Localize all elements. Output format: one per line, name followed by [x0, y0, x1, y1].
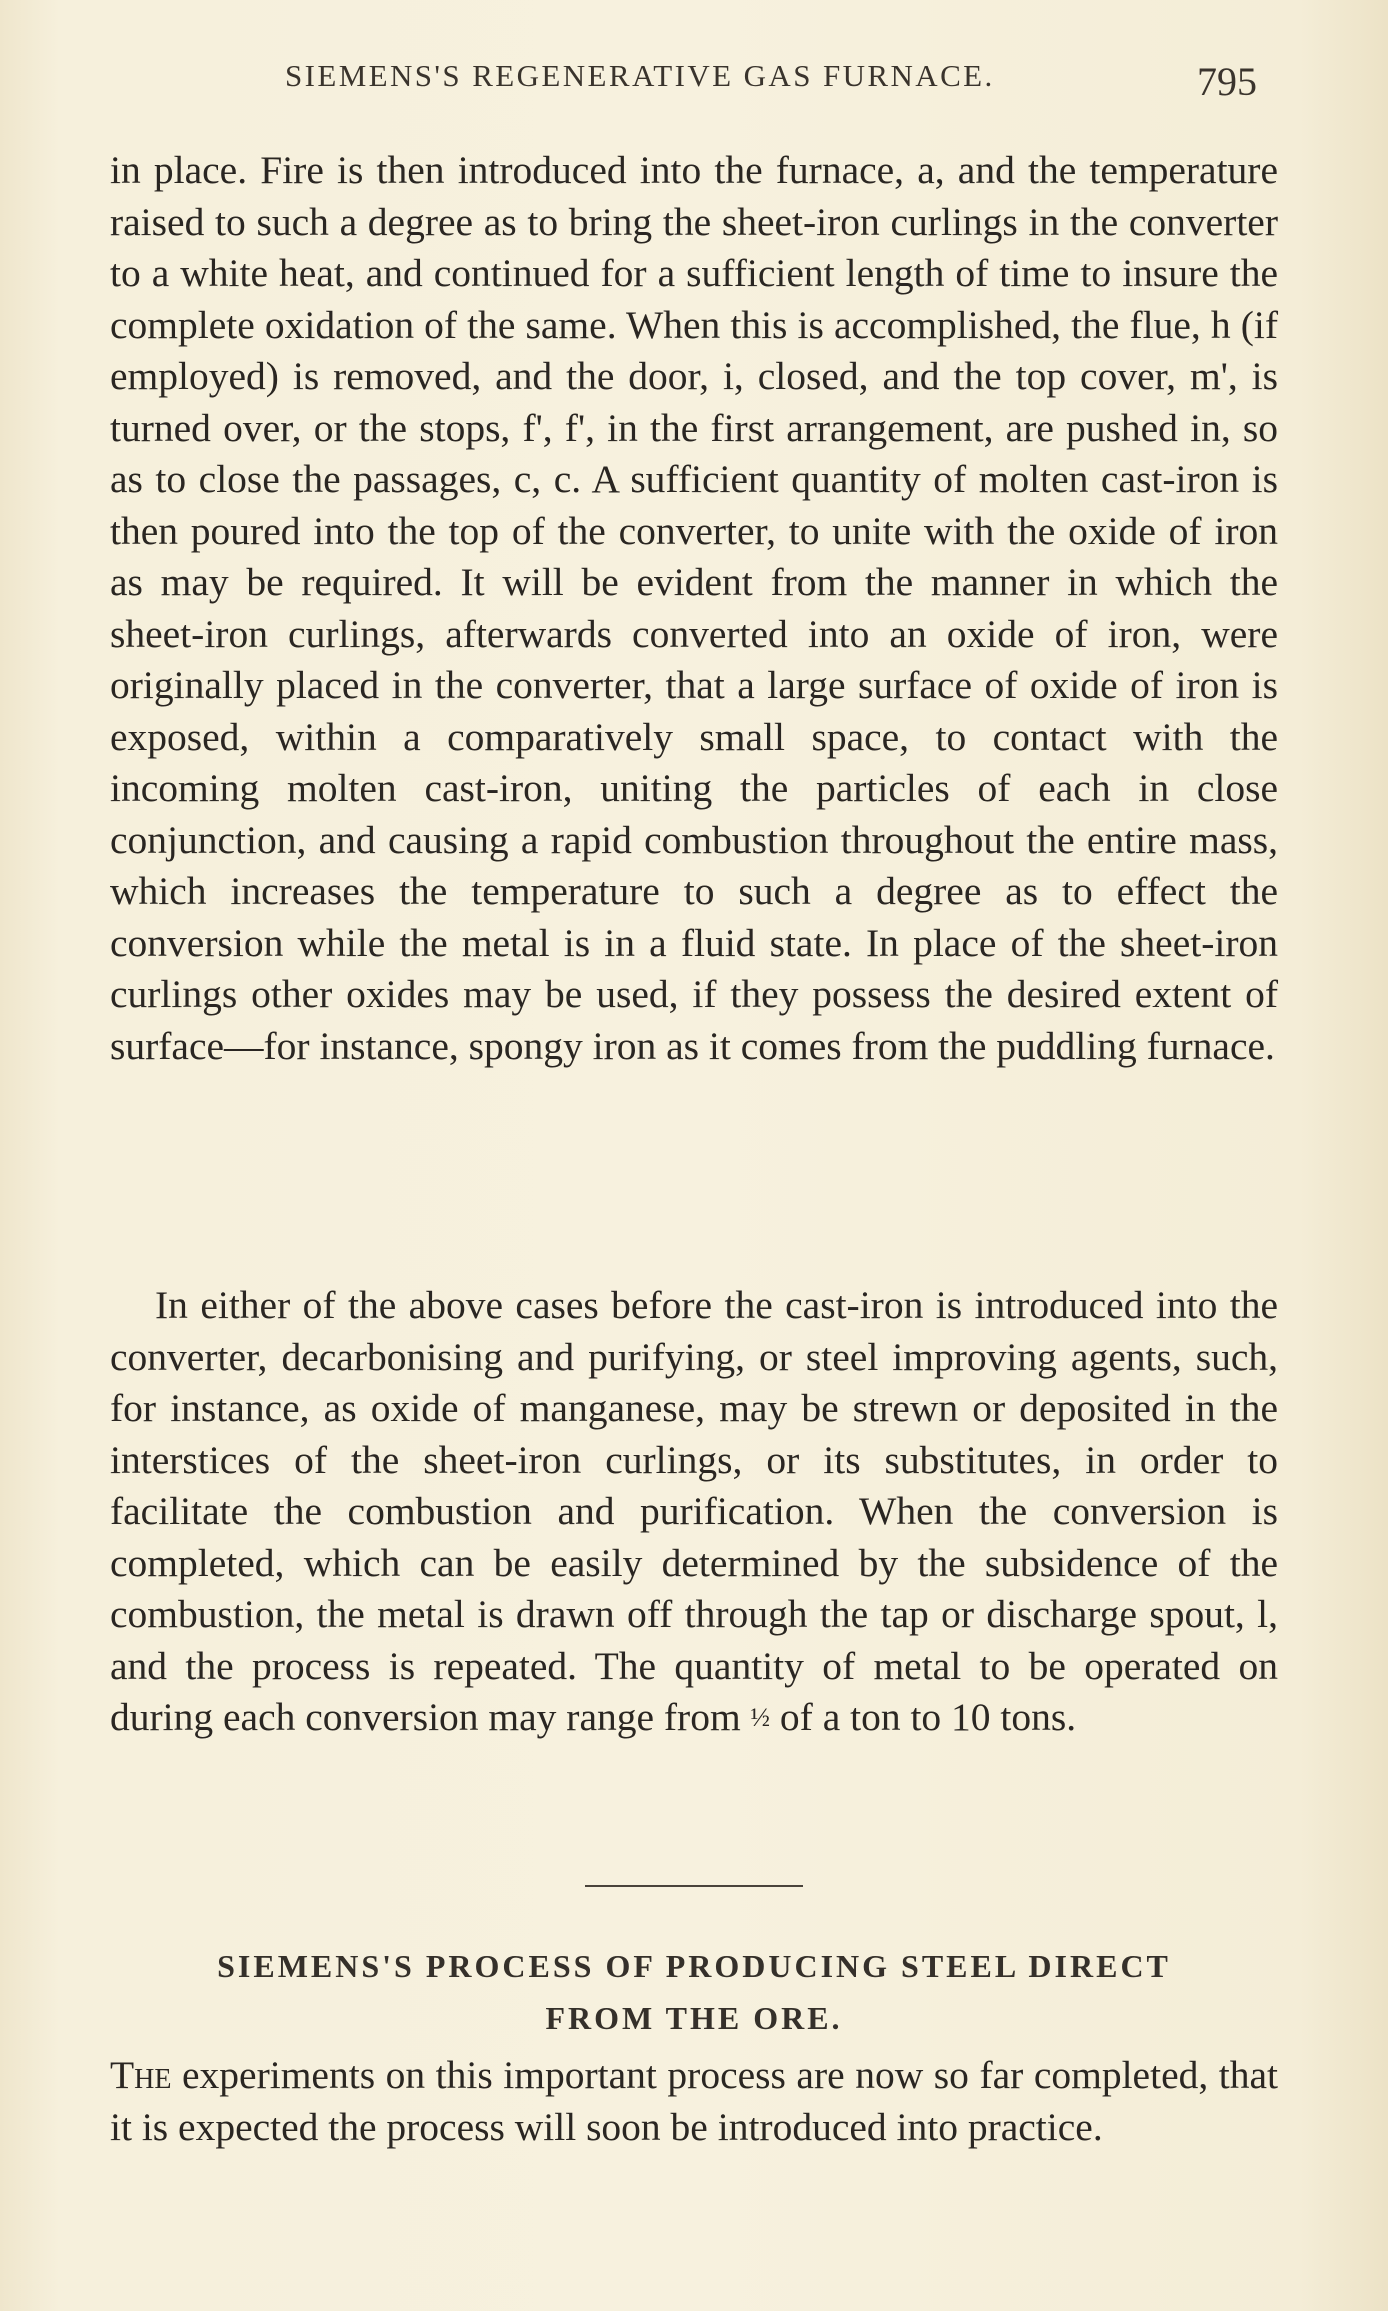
lead-word: The: [110, 2053, 172, 2097]
paragraph-end-text: of a ton to 10 tons.: [779, 1695, 1077, 1739]
paragraph-text: in place. Fire is then introduced into the furnace, a, and the temperature raised to such a degree as to bring the sheet-iron curlings in the converter to a white heat, and continued for a sufficient length of time to insure the complete oxidation of the same. When this is accomplished, the flue, h (if employed) is removed, and the door, i, closed, and the top cover, m', is turned over, or the stops, f', f', in the first arrangement, are pushed in, so as to close the passages, c, c. A sufficient quantity of molten cast-iron is then poured into the top of the converter, to unite with the oxide of iron as may be required. It will be evident from the manner in which the sheet-iron curlings, afterwards converted into an oxide of iron, were originally placed in the converter, that a large surface of oxide of iron is exposed, within a comparatively small space, to contact with the incoming molten cast-iron, uniting the particles of each in close conjunction, and causing a rapid combustion throughout the entire mass, which increases the temperature to such a degree as to effect the conversion while the metal is in a fluid state. In place of the sheet-iron curlings other oxides may be used, if they possess the desired extent of surface—for instance, spongy iron as it comes from the puddling furnace.: [110, 148, 1278, 1068]
section-body-text: experiments on this important process are now so far completed, that it is expected the process will soon be introduced into practice.: [110, 2053, 1279, 2149]
section-divider-rule: [585, 1885, 803, 1887]
section-heading-line-2: FROM THE ORE.: [545, 2000, 843, 2036]
paragraph-text: [110, 2050, 1278, 2153]
fraction-half: ½: [750, 1703, 771, 1732]
section-heading: [110, 1940, 1278, 2044]
running-head: SIEMENS'S REGENERATIVE GAS FURNACE.: [285, 58, 995, 93]
paragraph-main-text: In either of the above cases before the cast-iron is introduced into the converter, decarbonising and purifying, or steel improving agents, such, for instance, as oxide of manganese, may be strewn or deposited in the interstices of the sheet-iron curlings, or its substitutes, in order to facilitate the combustion and purification. When the conversion is completed, which can be easily determined by the subsidence of the combustion, the metal is drawn off through the tap or discharge spout, l, and the process is repeated. The quantity of metal to be operated on during each conversion may range from: [110, 1283, 1278, 1739]
paragraph-either-cases: [110, 1280, 1278, 1744]
paragraph-text: [110, 1280, 1278, 1744]
paragraph-section-body: [110, 2050, 1278, 2153]
paragraph-continued: [110, 145, 1278, 1072]
section-heading-line-1: SIEMENS'S PROCESS OF PRODUCING STEEL DIRECT: [217, 1948, 1171, 1984]
page-number: 795: [1197, 59, 1257, 104]
